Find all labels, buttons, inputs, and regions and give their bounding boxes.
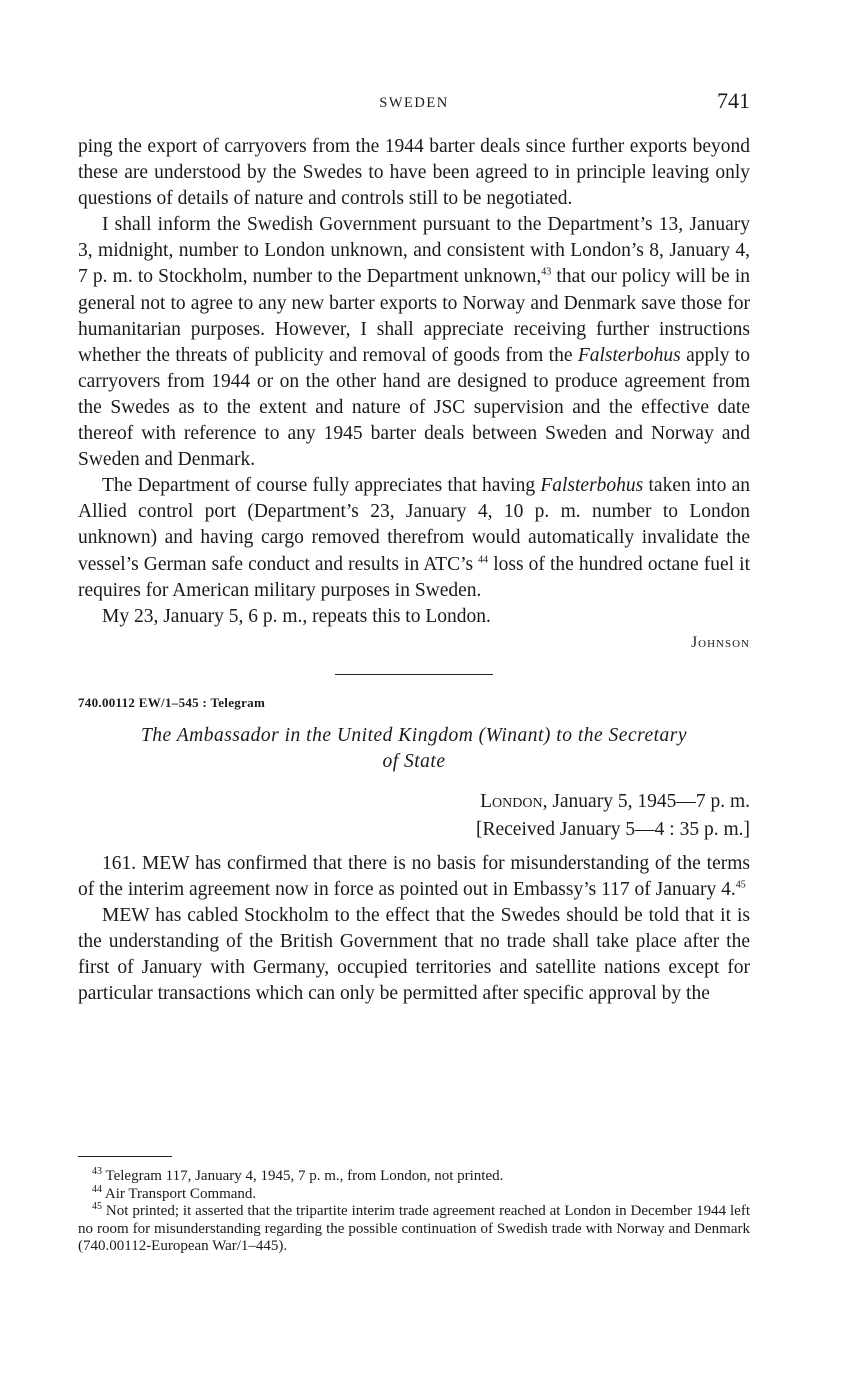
paragraph — [78, 473, 750, 603]
footnote-marker[interactable]: 43 — [541, 266, 552, 278]
footnotes — [78, 1168, 750, 1256]
paragraph — [78, 903, 750, 1007]
heading-line: The Ambassador in the United Kingdom (Winant) to the Secretary — [140, 724, 688, 746]
paragraph-text: MEW has cabled Stockholm to the effect that the Swedes should be told that it is the understanding of the British Government that no trade shall take place after the first of January with Germany, occupied territories and satellite nations except for particular transactions which can only be permitted after specific approval by the — [78, 904, 750, 1005]
paragraph-text: that our policy will be in general not to agree to any new barter exports to Norway and Denmark save those for humanitarian purposes. However, I shall appreciate receiving further instructions whether the threats of publicity and removal of goods from the — [78, 266, 750, 366]
paragraph-text: loss of the hundred octane fuel it requires for American military purposes in Sweden. — [78, 553, 750, 601]
running-header — [78, 90, 750, 118]
footnote-number: 43 — [92, 1166, 102, 1177]
dateline — [78, 789, 750, 815]
footnote-rule — [78, 1156, 172, 1157]
heading-line: of State — [382, 750, 446, 772]
paragraph-text: I shall inform the Swedish Government pursuant to the Department’s 13, January 3, midnight, number to London unknown, and consistent with London’s 8, January 4, 7 p. m. to Stockholm, number to the Department unknown, — [78, 214, 750, 288]
paragraph-text: The Department of course fully appreciates that having — [102, 475, 541, 497]
ship-name: Falsterbohus — [540, 475, 644, 497]
received-line: [Received January 5—4 : 35 p. m.] — [475, 818, 750, 840]
footnote — [78, 1183, 750, 1204]
ship-name: Falsterbohus — [577, 344, 681, 366]
footnote-text: Telegram 117, January 4, 1945, 7 p. m., from London, not printed. — [102, 1168, 504, 1184]
footnote — [78, 1168, 750, 1186]
footnote — [78, 1203, 750, 1256]
signature: Johnson — [691, 633, 750, 651]
page-number: 741 — [717, 88, 750, 113]
paragraph-continued — [78, 134, 750, 212]
document-heading — [78, 723, 750, 775]
paragraph-text: ping the export of carryovers from the 1944 barter deals since further exports beyond these are understood by the Swedes to have been agreed to in principle leaving only questions of details of nature and controls still to be negotiated. — [78, 136, 750, 210]
paragraph-text: taken into an Allied control port (Department’s 23, January 4, 10 p. m. number to London unknown) and having cargo removed therefrom would automatically invalidate the vessel’s German safe conduct and results in ATC’s — [78, 475, 750, 575]
footnote-number: 44 — [92, 1183, 102, 1195]
dateline-date: , January 5, 1945—7 p. m. — [542, 790, 750, 812]
footnote-number: 45 — [92, 1201, 102, 1212]
main-text — [78, 134, 750, 1007]
footnote-marker[interactable]: 45 — [735, 879, 746, 891]
paragraph — [78, 212, 750, 473]
file-reference: 740.00112 EW/1–545 : Telegram — [78, 694, 266, 710]
paragraph-text: My 23, January 5, 6 p. m., repeats this to London. — [102, 605, 491, 627]
paragraph — [78, 851, 750, 903]
paragraph — [78, 604, 750, 630]
running-title: SWEDEN — [379, 95, 449, 111]
paragraph-text: apply to carryovers from 1944 or on the other hand are designed to produce agreement from the Swedes as to the extent and nature of JSC supervision and the effective date thereof with reference to any 1945 barter deals between Sweden and Norway and Sweden and Denmark. — [78, 344, 750, 471]
footnote-text: Not printed; it asserted that the tripartite interim trade agreement reached at London in December 1944 left no room for misunderstanding regarding the possible continuation of Swedish trade with Norway and Denmark (740.00112-European War/1–445). — [78, 1203, 750, 1254]
dateline-place: London — [480, 790, 543, 812]
footnote-text: Air Transport Command. — [102, 1185, 257, 1202]
footnote-marker[interactable]: 44 — [478, 554, 489, 565]
section-divider — [335, 674, 493, 675]
paragraph-text: 161. MEW has confirmed that there is no basis for misunderstanding of the terms of the interim agreement now in force as pointed out in Embassy’s 117 of January 4. — [78, 852, 750, 900]
